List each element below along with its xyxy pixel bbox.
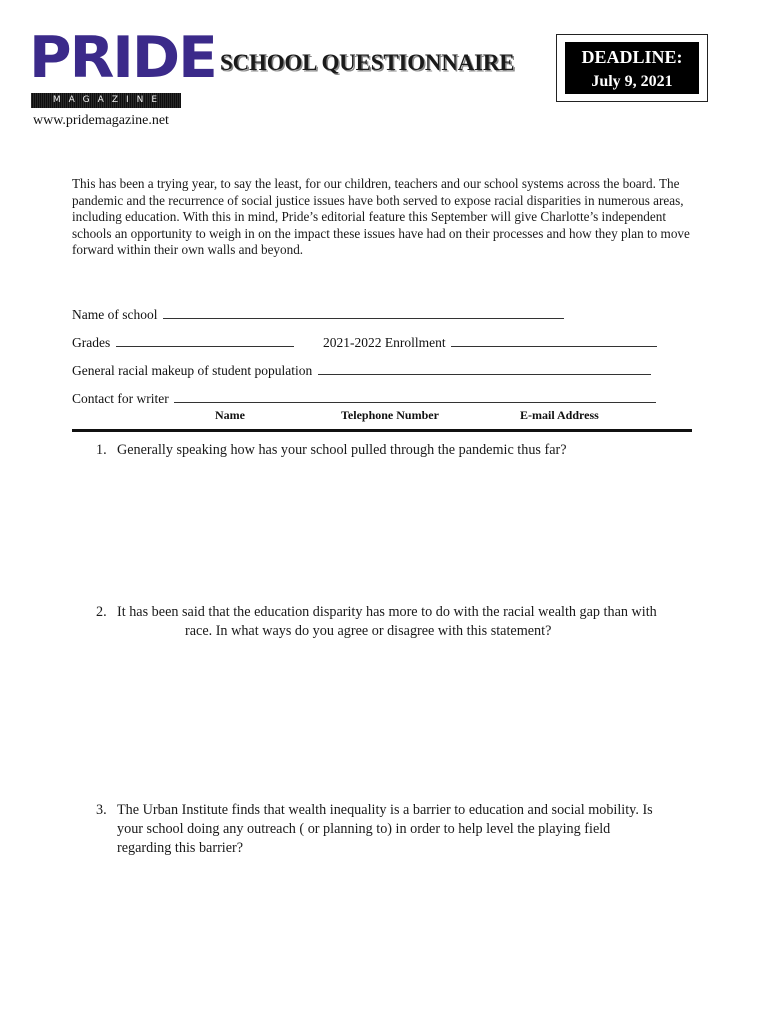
question-text-continued: your school doing any outreach ( or planning to) in order to help level the playing field <box>117 821 611 837</box>
question-2 <box>96 603 696 641</box>
deadline-badge <box>565 42 699 94</box>
enrollment-label: 2021-2022 Enrollment <box>323 335 446 350</box>
contact-writer-label: Contact for writer <box>72 391 169 406</box>
school-name-line[interactable] <box>163 317 564 319</box>
question-text: It has been said that the education disparity has more to do with the racial wealth gap than with <box>117 604 657 620</box>
contact-writer-field[interactable] <box>72 391 656 407</box>
question-text: The Urban Institute finds that wealth inequality is a barrier to education and social mobility. Is <box>117 802 653 818</box>
deadline-date: July 9, 2021 <box>591 73 673 90</box>
page-title: SCHOOL QUESTIONNAIRE <box>220 50 515 75</box>
grades-label: Grades <box>72 335 111 350</box>
question-number: 1. <box>96 442 107 458</box>
racial-makeup-line[interactable] <box>318 373 651 375</box>
site-url: www.pridemagazine.net <box>33 113 169 128</box>
enrollment-line[interactable] <box>451 345 657 347</box>
intro-paragraph: This has been a trying year, to say the least, for our children, teachers and our school systems across the board. The pandemic and the recurrence of social justice issues have both served to expose racial disparities in numerous areas, including education. With this in mind, Pride’s editorial feature this September will give Charlotte’s independent schools an opportunity to weigh in on the impact these issues have had on their processes and how they plan to move forward within their own walls and beyond. <box>72 176 690 258</box>
racial-makeup-label: General racial makeup of student population <box>72 363 313 378</box>
contact-writer-line[interactable] <box>174 401 656 403</box>
grades-field[interactable] <box>72 335 294 351</box>
contact-phone-caption: Telephone Number <box>341 408 439 422</box>
grades-line[interactable] <box>116 345 294 347</box>
contact-name-caption: Name <box>215 408 245 422</box>
question-text-continued: race. In what ways do you agree or disagree with this statement? <box>185 623 552 639</box>
section-divider <box>72 429 692 432</box>
school-name-field[interactable] <box>72 307 564 323</box>
question-text-continued: regarding this barrier? <box>117 840 244 856</box>
logo-subtitle: MAGAZINE <box>31 93 181 108</box>
racial-makeup-field[interactable] <box>72 363 651 379</box>
question-1 <box>96 441 696 460</box>
school-name-label: Name of school <box>72 307 158 322</box>
pride-logo: PRIDE <box>29 25 216 91</box>
question-3 <box>96 801 696 858</box>
question-text: Generally speaking how has your school pulled through the pandemic thus far? <box>117 442 567 458</box>
contact-email-caption: E-mail Address <box>520 408 599 422</box>
deadline-label: DEADLINE: <box>581 47 683 67</box>
question-number: 2. <box>96 604 107 620</box>
question-number: 3. <box>96 802 107 818</box>
enrollment-field[interactable] <box>323 335 657 351</box>
